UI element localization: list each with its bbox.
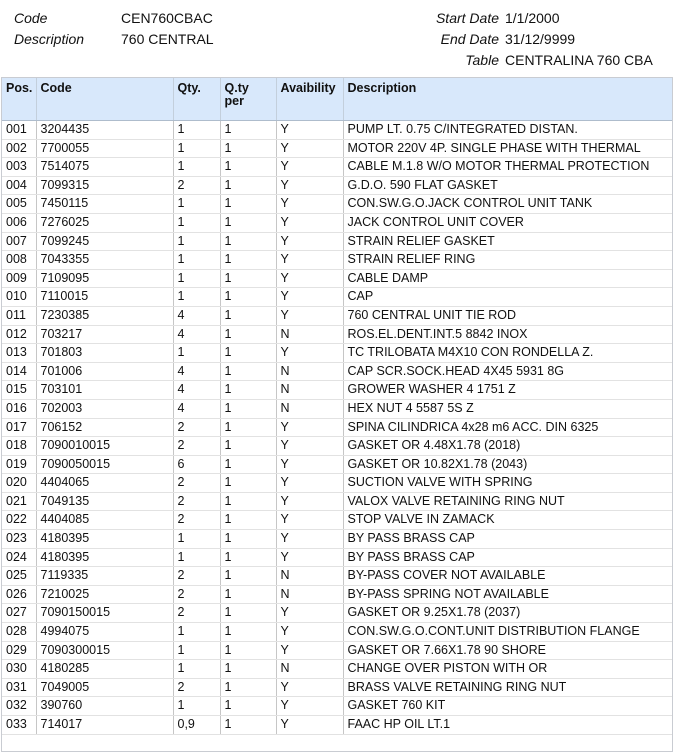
cell-qty: 1	[173, 251, 220, 270]
cell-code: 390760	[36, 697, 173, 716]
cell-availability: Y	[276, 678, 343, 697]
cell-pos: 002	[2, 139, 36, 158]
code-value: CEN760CBAC	[121, 10, 213, 26]
table-row[interactable]	[2, 660, 672, 679]
cell-availability: Y	[276, 344, 343, 363]
cell-description: BY-PASS COVER NOT AVAILABLE	[343, 567, 672, 586]
cell-qty: 1	[173, 121, 220, 140]
cell-qty-per: 1	[220, 325, 276, 344]
cell-pos: 031	[2, 678, 36, 697]
cell-code: 703217	[36, 325, 173, 344]
cell-code: 7043355	[36, 251, 173, 270]
cell-description: TC TRILOBATA M4X10 CON RONDELLA Z.	[343, 344, 672, 363]
cell-description: GASKET OR 9.25X1.78 (2037)	[343, 604, 672, 623]
cell-pos: 028	[2, 623, 36, 642]
cell-qty-per: 1	[220, 623, 276, 642]
cell-qty: 2	[173, 567, 220, 586]
cell-availability: Y	[276, 269, 343, 288]
cell-qty-per: 1	[220, 195, 276, 214]
description-label: Description	[14, 31, 85, 47]
cell-qty: 4	[173, 306, 220, 325]
cell-code: 701006	[36, 362, 173, 381]
cell-qty: 2	[173, 511, 220, 530]
cell-availability: Y	[276, 176, 343, 195]
cell-qty-per: 1	[220, 176, 276, 195]
cell-availability: Y	[276, 623, 343, 642]
cell-qty-per: 1	[220, 418, 276, 437]
cell-description: VALOX VALVE RETAINING RING NUT	[343, 492, 672, 511]
cell-availability: Y	[276, 511, 343, 530]
cell-description: SUCTION VALVE WITH SPRING	[343, 474, 672, 493]
cell-qty-per: 1	[220, 139, 276, 158]
cell-description: CAP	[343, 288, 672, 307]
cell-description: GASKET 760 KIT	[343, 697, 672, 716]
cell-code: 7276025	[36, 213, 173, 232]
cell-pos: 029	[2, 641, 36, 660]
table-row[interactable]	[2, 306, 672, 325]
cell-availability: N	[276, 381, 343, 400]
table-row[interactable]	[2, 139, 672, 158]
table-row[interactable]	[2, 213, 672, 232]
cell-code: 7109095	[36, 269, 173, 288]
cell-pos: 013	[2, 344, 36, 363]
cell-code: 3204435	[36, 121, 173, 140]
cell-code: 7099245	[36, 232, 173, 251]
cell-code: 7514075	[36, 158, 173, 177]
cell-code: 7049005	[36, 678, 173, 697]
cell-code: 701803	[36, 344, 173, 363]
cell-availability: N	[276, 362, 343, 381]
table-header-row	[2, 78, 672, 121]
cell-code: 7450115	[36, 195, 173, 214]
cell-code: 7210025	[36, 585, 173, 604]
cell-description: SPINA CILINDRICA 4x28 m6 ACC. DIN 6325	[343, 418, 672, 437]
cell-qty-per: 1	[220, 437, 276, 456]
cell-qty: 2	[173, 176, 220, 195]
table-row[interactable]	[2, 474, 672, 493]
parts-table-frame	[1, 77, 673, 752]
cell-description: CABLE M.1.8 W/O MOTOR THERMAL PROTECTION	[343, 158, 672, 177]
cell-availability: Y	[276, 139, 343, 158]
cell-description: GASKET OR 7.66X1.78 90 SHORE	[343, 641, 672, 660]
cell-qty-per: 1	[220, 213, 276, 232]
cell-qty-per: 1	[220, 492, 276, 511]
cell-description: CON.SW.G.O.CONT.UNIT DISTRIBUTION FLANGE	[343, 623, 672, 642]
cell-qty-per: 1	[220, 251, 276, 270]
table-row-header	[436, 50, 665, 71]
col-header-availability[interactable]: Avaibility	[276, 78, 343, 121]
cell-qty-per: 1	[220, 362, 276, 381]
table-row[interactable]	[2, 251, 672, 270]
cell-pos: 003	[2, 158, 36, 177]
cell-availability: Y	[276, 121, 343, 140]
cell-availability: N	[276, 567, 343, 586]
table-row[interactable]	[2, 511, 672, 530]
cell-pos: 027	[2, 604, 36, 623]
cell-qty: 2	[173, 585, 220, 604]
cell-pos: 014	[2, 362, 36, 381]
cell-qty: 4	[173, 325, 220, 344]
cell-pos: 006	[2, 213, 36, 232]
cell-availability: Y	[276, 195, 343, 214]
cell-qty-per: 1	[220, 678, 276, 697]
table-row[interactable]	[2, 418, 672, 437]
table-row[interactable]	[2, 344, 672, 363]
cell-pos: 024	[2, 548, 36, 567]
col-header-description[interactable]: Description	[343, 78, 672, 121]
code-label: Code	[14, 10, 48, 26]
cell-code: 7230385	[36, 306, 173, 325]
cell-pos: 010	[2, 288, 36, 307]
cell-description: BY-PASS SPRING NOT AVAILABLE	[343, 585, 672, 604]
cell-availability: Y	[276, 697, 343, 716]
cell-pos: 005	[2, 195, 36, 214]
description-value: 760 CENTRAL	[121, 31, 214, 47]
cell-pos: 009	[2, 269, 36, 288]
col-header-code[interactable]: Code	[36, 78, 173, 121]
cell-qty-per: 1	[220, 567, 276, 586]
cell-pos: 012	[2, 325, 36, 344]
cell-description: HEX NUT 4 5587 5S Z	[343, 399, 672, 418]
cell-availability: Y	[276, 716, 343, 735]
cell-availability: Y	[276, 251, 343, 270]
cell-qty-per: 1	[220, 158, 276, 177]
cell-description: CAP SCR.SOCK.HEAD 4X45 5931 8G	[343, 362, 672, 381]
cell-description: G.D.O. 590 FLAT GASKET	[343, 176, 672, 195]
cell-description: BY PASS BRASS CAP	[343, 530, 672, 549]
description-row	[14, 29, 214, 50]
table-row[interactable]	[2, 269, 672, 288]
cell-availability: Y	[276, 548, 343, 567]
table-row[interactable]	[2, 641, 672, 660]
cell-description: GROWER WASHER 4 1751 Z	[343, 381, 672, 400]
cell-qty-per: 1	[220, 511, 276, 530]
cell-code: 4180395	[36, 530, 173, 549]
table-label: Table	[465, 52, 499, 68]
cell-description: BY PASS BRASS CAP	[343, 548, 672, 567]
cell-pos: 001	[2, 121, 36, 140]
cell-pos: 022	[2, 511, 36, 530]
cell-qty-per: 1	[220, 548, 276, 567]
table-row[interactable]	[2, 678, 672, 697]
cell-qty-per: 1	[220, 121, 276, 140]
cell-availability: Y	[276, 306, 343, 325]
table-row[interactable]	[2, 492, 672, 511]
header-left	[14, 8, 214, 50]
cell-qty-per: 1	[220, 455, 276, 474]
table-row[interactable]	[2, 585, 672, 604]
cell-qty: 4	[173, 399, 220, 418]
table-row[interactable]	[2, 158, 672, 177]
end-date-label: End Date	[440, 31, 499, 47]
cell-description: GASKET OR 10.82X1.78 (2043)	[343, 455, 672, 474]
cell-qty: 1	[173, 623, 220, 642]
cell-description: STRAIN RELIEF RING	[343, 251, 672, 270]
cell-qty-per: 1	[220, 474, 276, 493]
cell-qty-per: 1	[220, 697, 276, 716]
cell-availability: Y	[276, 213, 343, 232]
table-row[interactable]	[2, 548, 672, 567]
cell-pos: 004	[2, 176, 36, 195]
cell-pos: 025	[2, 567, 36, 586]
cell-qty: 1	[173, 288, 220, 307]
cell-availability: Y	[276, 232, 343, 251]
cell-pos: 020	[2, 474, 36, 493]
table-row[interactable]	[2, 325, 672, 344]
cell-description: STRAIN RELIEF GASKET	[343, 232, 672, 251]
cell-availability: Y	[276, 455, 343, 474]
cell-availability: Y	[276, 530, 343, 549]
cell-qty-per: 1	[220, 399, 276, 418]
cell-qty-per: 1	[220, 660, 276, 679]
cell-qty: 6	[173, 455, 220, 474]
cell-pos: 023	[2, 530, 36, 549]
cell-pos: 026	[2, 585, 36, 604]
cell-code: 7119335	[36, 567, 173, 586]
cell-qty: 1	[173, 548, 220, 567]
cell-code: 4180395	[36, 548, 173, 567]
table-row[interactable]	[2, 121, 672, 140]
header-right	[436, 8, 665, 71]
end-date-row	[436, 29, 665, 50]
cell-description: PUMP LT. 0.75 C/INTEGRATED DISTAN.	[343, 121, 672, 140]
cell-availability: N	[276, 399, 343, 418]
cell-code: 714017	[36, 716, 173, 735]
cell-qty: 2	[173, 437, 220, 456]
cell-qty: 1	[173, 232, 220, 251]
cell-qty: 0,9	[173, 716, 220, 735]
cell-qty: 1	[173, 641, 220, 660]
cell-qty-per: 1	[220, 530, 276, 549]
cell-qty: 4	[173, 381, 220, 400]
cell-availability: Y	[276, 418, 343, 437]
cell-code: 7090050015	[36, 455, 173, 474]
table-row[interactable]	[2, 567, 672, 586]
cell-qty-per: 1	[220, 585, 276, 604]
cell-code: 4994075	[36, 623, 173, 642]
cell-qty: 2	[173, 474, 220, 493]
cell-qty: 1	[173, 344, 220, 363]
cell-pos: 019	[2, 455, 36, 474]
cell-description: CABLE DAMP	[343, 269, 672, 288]
cell-code: 4180285	[36, 660, 173, 679]
cell-qty: 1	[173, 195, 220, 214]
table-row[interactable]	[2, 530, 672, 549]
cell-qty: 1	[173, 158, 220, 177]
cell-pos: 021	[2, 492, 36, 511]
cell-qty: 2	[173, 604, 220, 623]
cell-pos: 018	[2, 437, 36, 456]
cell-qty: 1	[173, 660, 220, 679]
cell-qty-per: 1	[220, 306, 276, 325]
cell-pos: 017	[2, 418, 36, 437]
cell-qty-per: 1	[220, 381, 276, 400]
cell-qty: 2	[173, 418, 220, 437]
table-row[interactable]	[2, 399, 672, 418]
start-date-label: Start Date	[435, 10, 499, 26]
cell-description: 760 CENTRAL UNIT TIE ROD	[343, 306, 672, 325]
cell-code: 7049135	[36, 492, 173, 511]
cell-availability: N	[276, 585, 343, 604]
cell-qty: 2	[173, 492, 220, 511]
cell-availability: Y	[276, 437, 343, 456]
cell-availability: Y	[276, 474, 343, 493]
cell-qty: 1	[173, 530, 220, 549]
cell-qty-per: 1	[220, 716, 276, 735]
table-row[interactable]	[2, 195, 672, 214]
cell-description: CHANGE OVER PISTON WITH OR	[343, 660, 672, 679]
cell-code: 4404065	[36, 474, 173, 493]
cell-description: GASKET OR 4.48X1.78 (2018)	[343, 437, 672, 456]
cell-qty-per: 1	[220, 604, 276, 623]
code-row	[14, 8, 214, 29]
table-row[interactable]	[2, 623, 672, 642]
cell-code: 7090010015	[36, 437, 173, 456]
cell-availability: Y	[276, 604, 343, 623]
cell-qty-per: 1	[220, 288, 276, 307]
cell-availability: Y	[276, 641, 343, 660]
cell-qty-per: 1	[220, 232, 276, 251]
cell-description: JACK CONTROL UNIT COVER	[343, 213, 672, 232]
cell-qty-per: 1	[220, 269, 276, 288]
cell-pos: 032	[2, 697, 36, 716]
cell-availability: N	[276, 660, 343, 679]
cell-description: ROS.EL.DENT.INT.5 8842 INOX	[343, 325, 672, 344]
start-date-row	[436, 8, 665, 29]
cell-code: 7090300015	[36, 641, 173, 660]
cell-description: MOTOR 220V 4P. SINGLE PHASE WITH THERMAL	[343, 139, 672, 158]
cell-code: 703101	[36, 381, 173, 400]
cell-code: 702003	[36, 399, 173, 418]
table-row[interactable]	[2, 232, 672, 251]
table-row[interactable]	[2, 455, 672, 474]
table-row[interactable]	[2, 362, 672, 381]
cell-pos: 008	[2, 251, 36, 270]
cell-availability: Y	[276, 158, 343, 177]
cell-pos: 016	[2, 399, 36, 418]
cell-qty: 1	[173, 269, 220, 288]
cell-description: CON.SW.G.O.JACK CONTROL UNIT TANK	[343, 195, 672, 214]
cell-qty: 2	[173, 678, 220, 697]
table-body	[2, 121, 672, 735]
start-date-value: 1/1/2000	[505, 10, 560, 26]
table-row[interactable]	[2, 437, 672, 456]
end-date-value: 31/12/9999	[505, 31, 576, 47]
cell-code: 4404085	[36, 511, 173, 530]
cell-availability: N	[276, 325, 343, 344]
table-row[interactable]	[2, 697, 672, 716]
cell-availability: Y	[276, 492, 343, 511]
cell-qty-per: 1	[220, 641, 276, 660]
cell-description: FAAC HP OIL LT.1	[343, 716, 672, 735]
cell-availability: Y	[276, 288, 343, 307]
cell-pos: 030	[2, 660, 36, 679]
table-row[interactable]	[2, 381, 672, 400]
cell-code: 7110015	[36, 288, 173, 307]
cell-qty-per: 1	[220, 344, 276, 363]
cell-pos: 011	[2, 306, 36, 325]
table-row[interactable]	[2, 288, 672, 307]
cell-description: STOP VALVE IN ZAMACK	[343, 511, 672, 530]
parts-table	[2, 78, 672, 735]
table-row[interactable]	[2, 176, 672, 195]
table-row[interactable]	[2, 716, 672, 735]
cell-description: BRASS VALVE RETAINING RING NUT	[343, 678, 672, 697]
cell-code: 7090150015	[36, 604, 173, 623]
col-header-qty[interactable]: Qty.	[173, 78, 220, 121]
cell-qty: 1	[173, 213, 220, 232]
cell-qty: 1	[173, 139, 220, 158]
cell-pos: 015	[2, 381, 36, 400]
cell-pos: 007	[2, 232, 36, 251]
cell-code: 706152	[36, 418, 173, 437]
col-header-pos[interactable]: Pos.	[2, 78, 36, 121]
cell-code: 7099315	[36, 176, 173, 195]
col-header-qty-per[interactable]: Q.ty per	[220, 78, 276, 121]
cell-qty: 4	[173, 362, 220, 381]
table-value: CENTRALINA 760 CBA	[505, 52, 653, 68]
table-row[interactable]	[2, 604, 672, 623]
cell-pos: 033	[2, 716, 36, 735]
cell-code: 7700055	[36, 139, 173, 158]
cell-qty: 1	[173, 697, 220, 716]
